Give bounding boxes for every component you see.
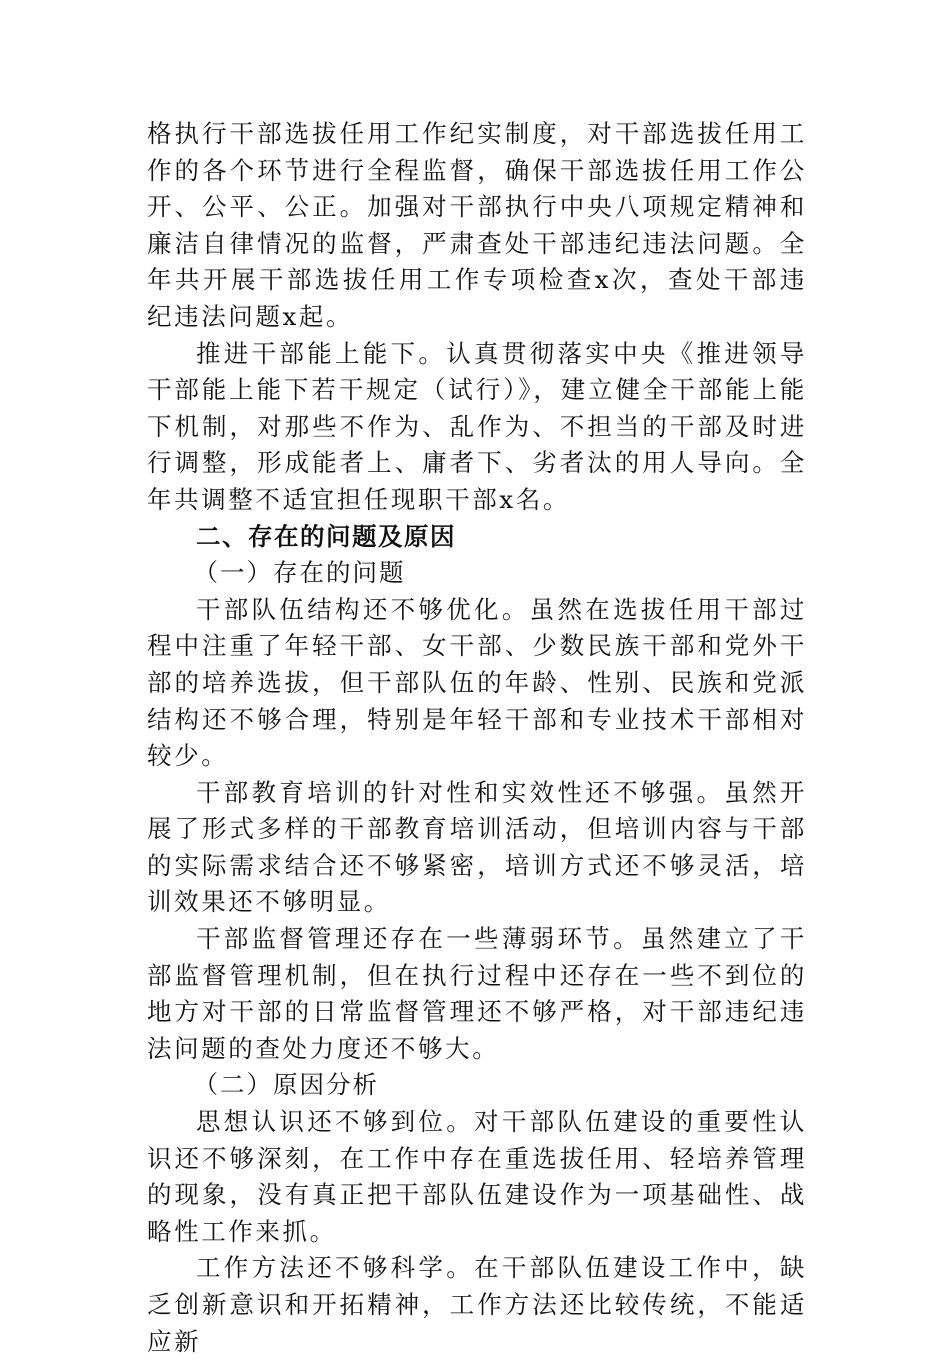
subsection-heading-cause-analysis: （二）原因分析 xyxy=(193,1070,380,1100)
paragraph-continued: 格执行干部选拔任用工作纪实制度，对干部选拔任用工作的各个环节进行全程监督，确保干部选拔任用工作公开、公平、公正。加强对干部执行中央八项规定精神和廉洁自律情况的监督，严肃查处干部违纪违法问题。全年共开展干部选拔任用工作专项检查x次，查处干部违纪违法问题x起。 xyxy=(147,119,807,331)
paragraph-training: 干部教育培训的针对性和实效性还不够强。虽然开展了形式多样的干部教育培训活动，但培训内容与干部的实际需求结合还不够紧密，培训方式还不够灵活，培训效果还不够明显。 xyxy=(147,777,807,917)
document-body xyxy=(147,116,807,1360)
paragraph-cadre-promotion: 推进干部能上能下。认真贯彻落实中央《推进领导干部能上能下若干规定（试行）》，建立健全干部能上能下机制，对那些不作为、乱作为、不担当的干部及时进行调整，形成能者上、庸者下、劣者汰的用人导向。全年共调整不适宜担任现职干部x名。 xyxy=(147,338,807,514)
paragraph-work-methods: 工作方法还不够科学。在干部队伍建设工作中，缺乏创新意识和开拓精神，工作方法还比较传统，不能适应新 xyxy=(147,1253,807,1356)
paragraph-supervision: 干部监督管理还存在一些薄弱环节。虽然建立了干部监督管理机制，但在执行过程中还存在一些不到位的地方对干部的日常监督管理还不够严格，对干部违纪违法问题的查处力度还不够大。 xyxy=(147,924,807,1063)
subsection-heading-existing-problems: （一）存在的问题 xyxy=(193,558,406,588)
paragraph-team-structure: 干部队伍结构还不够优化。虽然在选拔任用干部过程中注重了年轻干部、女干部、少数民族干部和党外干部的培养选拔，但干部队伍的年龄、性别、民族和党派结构还不够合理，特别是年轻干部和专业技术干部相对较少。 xyxy=(147,594,807,771)
section-heading-problems: 二、存在的问题及原因 xyxy=(196,521,456,551)
paragraph-awareness: 思想认识还不够到位。对干部队伍建设的重要性认识还不够深刻，在工作中存在重选拔任用、轻培养管理的现象，没有真正把干部队伍建设作为一项基础性、战略性工作来抓。 xyxy=(147,1107,807,1246)
